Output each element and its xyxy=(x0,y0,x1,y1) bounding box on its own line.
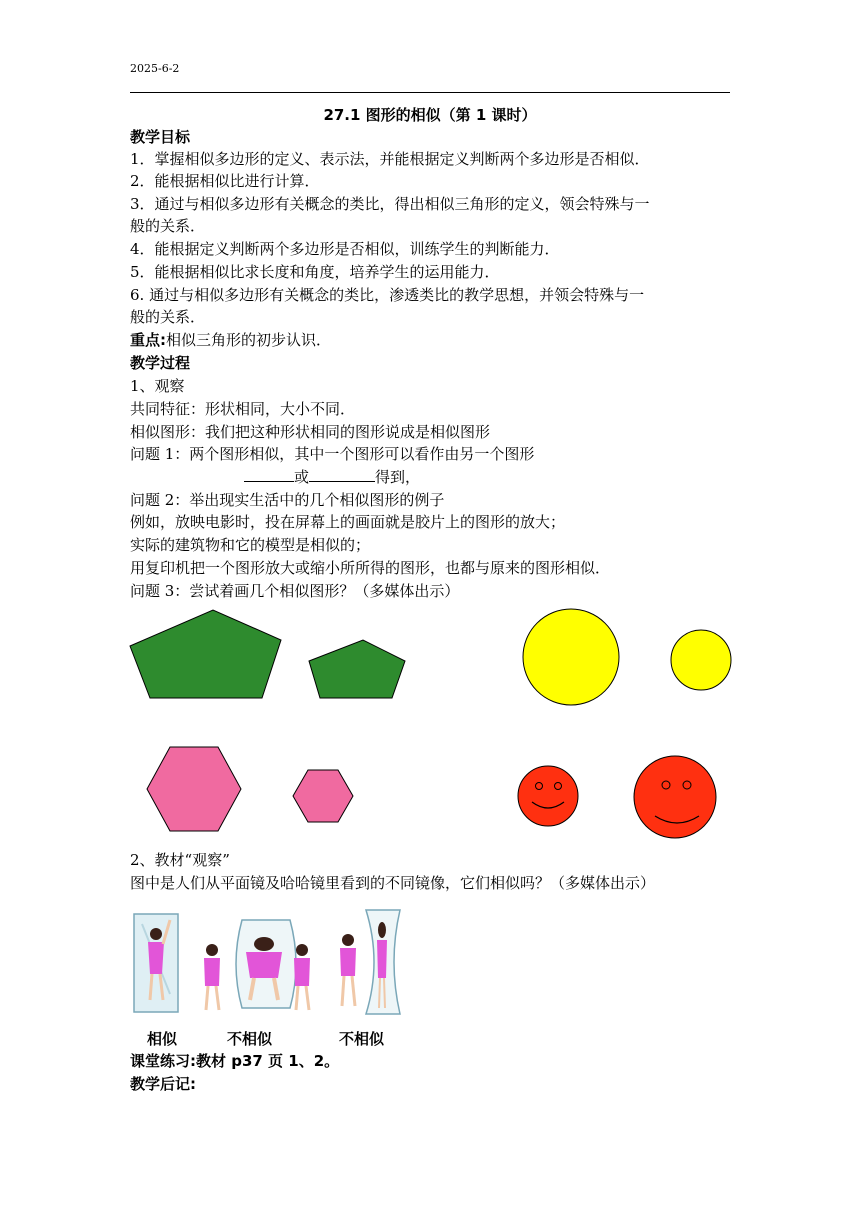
process-line-8: 用复印机把一个图形放大或缩小所所得的图形，也都与原来的图形相似． xyxy=(130,559,611,577)
mirror-reflections-image xyxy=(130,904,410,1018)
key-point-label: 重点: xyxy=(130,331,166,349)
goal-line-3-cont: 般的关系． xyxy=(130,217,206,235)
goal-line-2: 2．能根据相似比进行计算． xyxy=(130,172,320,190)
girl-figure-2 xyxy=(204,944,220,1010)
fill-blank-line xyxy=(244,466,420,488)
goal-line-1: 1．掌握相似多边形的定义、表示法，并能根据定义判断两个多边形是否相似． xyxy=(130,150,650,168)
practice-line: 课堂练习:教材 p37 页 1、2。 xyxy=(130,1052,340,1070)
header-rule xyxy=(130,92,730,93)
large-circle xyxy=(523,609,619,705)
afterword-line: 教学后记: xyxy=(130,1075,196,1093)
blank-1 xyxy=(244,467,294,482)
observe-heading: 2、教材“观察” xyxy=(130,851,230,869)
process-line-7: 实际的建筑物和它的模型是相似的； xyxy=(130,536,371,554)
small-hexagon xyxy=(293,770,353,822)
process-line-9: 问题 3：尝试着画几个相似图形？（多媒体出示） xyxy=(130,582,460,600)
page-title: 27.1 图形的相似（第 1 课时） xyxy=(323,106,537,124)
process-line-2: 共同特征：形状相同，大小不同． xyxy=(130,400,356,418)
process-line-3: 相似图形：我们把这种形状相同的图形说成是相似图形 xyxy=(130,423,491,441)
observe-question: 图中是人们从平面镜及哈哈镜里看到的不同镜像，它们相似吗？（多媒体出示） xyxy=(130,874,656,892)
goal-line-5: 5．能根据相似比求长度和角度，培养学生的运用能力． xyxy=(130,263,500,281)
caption-similar: 相似 xyxy=(147,1030,178,1048)
goal-line-6-cont: 般的关系． xyxy=(130,308,206,326)
goals-heading: 教学目标 xyxy=(130,128,191,146)
girl-figure-5 xyxy=(340,934,356,1006)
process-line-1: 1、观察 xyxy=(130,377,185,395)
similar-shapes-figure xyxy=(0,600,860,846)
header-date: 2025-6-2 xyxy=(130,62,180,75)
small-smiley-face xyxy=(518,766,578,826)
small-circle xyxy=(671,630,731,690)
large-smiley-face xyxy=(634,756,716,838)
blank-or: 或 xyxy=(294,468,310,486)
goal-line-3: 3．通过与相似多边形有关概念的类比，得出相似三角形的定义，领会特殊与一 xyxy=(130,195,650,213)
goal-line-6: 6. 通过与相似多边形有关概念的类比，渗透类比的教学思想，并领会特殊与一 xyxy=(130,286,645,304)
blank-tail: 得到， xyxy=(375,468,421,486)
blank-2 xyxy=(309,467,375,482)
process-line-5: 问题 2：举出现实生活中的几个相似图形的例子 xyxy=(130,491,445,509)
key-point xyxy=(130,329,331,351)
large-hexagon xyxy=(147,747,241,831)
large-pentagon xyxy=(130,610,281,698)
process-line-6: 例如，放映电影时，投在屏幕上的画面就是胶片上的图形的放大； xyxy=(130,513,566,531)
key-point-text: 相似三角形的初步认识． xyxy=(166,331,332,349)
caption-not-similar-1: 不相似 xyxy=(227,1030,273,1048)
small-pentagon xyxy=(309,640,405,698)
goal-line-4: 4．能根据定义判断两个多边形是否相似，训练学生的判断能力． xyxy=(130,240,560,258)
process-heading: 教学过程 xyxy=(130,354,191,372)
caption-not-similar-2: 不相似 xyxy=(339,1030,385,1048)
process-line-4: 问题 1：两个图形相似，其中一个图形可以看作由另一个图形 xyxy=(130,445,535,463)
